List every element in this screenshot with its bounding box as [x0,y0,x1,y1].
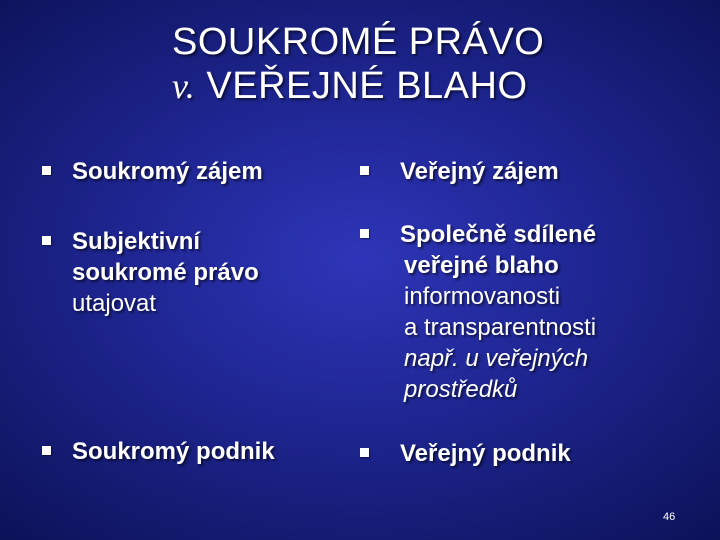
right-item-1-text: Veřejný zájem [400,158,559,185]
bullet-square-icon [360,166,369,175]
title-versus: v. [172,66,196,106]
bullet-square-icon [360,229,369,238]
bullet-square-icon [42,446,51,455]
right-item-2-line-4: a transparentnosti [404,314,597,341]
right-item-2-line-5: např. u veřejných [404,345,589,372]
left-item-1-text: Soukromý zájem [72,158,263,185]
title-line-2 [172,64,652,108]
slide-title [172,20,652,108]
right-item-3-text: Veřejný podnik [400,440,571,467]
right-item-2-line-2: veřejné blaho [404,252,559,279]
right-item-2-line-6: prostředků [404,376,518,403]
title-line-1: SOUKROMÉ PRÁVO [172,21,545,63]
left-item-2-text [72,225,259,320]
title-line-2-text: VEŘEJNÉ BLAHO [206,65,528,107]
bullet-square-icon [42,166,51,175]
left-item-3-text: Soukromý podnik [72,438,275,465]
right-item-2-text [400,218,596,406]
page-number: 46 [663,511,676,523]
bullet-square-icon [42,236,51,245]
right-item-2-line-3: informovanosti [404,283,561,310]
bullet-square-icon [360,448,369,457]
right-item-2-line-1: Společně sdílené [400,221,597,248]
left-item-2-line-3: utajovat [72,290,157,317]
left-item-2-line-1: Subjektivní [72,228,201,255]
left-item-2-line-2: soukromé právo [72,259,259,286]
